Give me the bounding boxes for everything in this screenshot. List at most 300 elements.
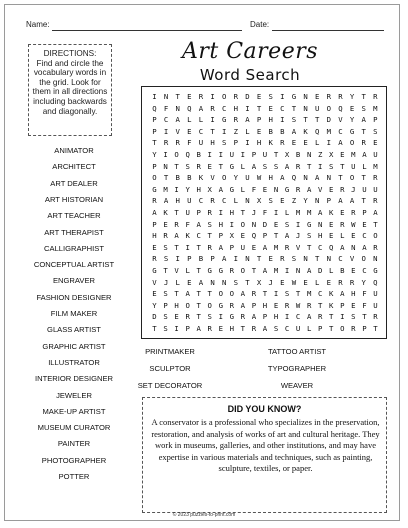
grid-letter[interactable]: R: [338, 277, 343, 287]
grid-letter[interactable]: E: [329, 231, 334, 241]
date-field[interactable]: [272, 30, 384, 31]
grid-letter[interactable]: T: [240, 324, 246, 333]
grid-letter[interactable]: A: [240, 300, 246, 310]
grid-letter[interactable]: A: [218, 184, 223, 194]
grid-letter[interactable]: T: [174, 289, 179, 299]
grid-letter[interactable]: E: [163, 219, 168, 229]
grid-letter[interactable]: P: [163, 300, 168, 310]
grid-letter[interactable]: A: [318, 208, 323, 217]
grid-letter[interactable]: R: [340, 219, 345, 229]
grid-letter[interactable]: A: [280, 173, 285, 183]
grid-letter[interactable]: A: [306, 266, 312, 275]
grid-letter[interactable]: E: [187, 277, 192, 287]
grid-letter[interactable]: E: [362, 219, 367, 229]
grid-letter[interactable]: O: [340, 324, 345, 333]
grid-letter[interactable]: I: [280, 115, 285, 125]
grid-letter[interactable]: R: [175, 138, 180, 148]
grid-letter[interactable]: N: [222, 277, 227, 287]
grid-letter[interactable]: T: [251, 266, 257, 275]
grid-letter[interactable]: Q: [373, 277, 378, 287]
grid-letter[interactable]: N: [318, 219, 323, 229]
grid-letter[interactable]: H: [210, 138, 215, 148]
grid-letter[interactable]: E: [340, 208, 345, 217]
grid-letter[interactable]: E: [329, 219, 334, 229]
grid-letter[interactable]: D: [326, 115, 332, 125]
grid-letter[interactable]: P: [362, 324, 367, 333]
grid-letter[interactable]: R: [210, 196, 215, 206]
grid-letter[interactable]: U: [295, 324, 301, 333]
grid-letter[interactable]: Q: [185, 150, 190, 159]
grid-letter[interactable]: S: [373, 126, 378, 136]
grid-letter[interactable]: A: [196, 324, 201, 333]
grid-letter[interactable]: L: [198, 115, 204, 125]
grid-letter[interactable]: R: [373, 312, 378, 322]
grid-letter[interactable]: N: [303, 92, 308, 101]
grid-letter[interactable]: R: [284, 300, 290, 310]
grid-letter[interactable]: B: [187, 173, 192, 183]
grid-letter[interactable]: G: [152, 184, 157, 194]
grid-letter[interactable]: T: [373, 219, 378, 229]
grid-letter[interactable]: R: [163, 138, 169, 148]
grid-letter[interactable]: A: [251, 312, 257, 322]
grid-letter[interactable]: V: [338, 115, 343, 125]
grid-letter[interactable]: U: [229, 150, 235, 159]
grid-letter[interactable]: I: [210, 115, 215, 125]
grid-letter[interactable]: I: [218, 208, 223, 217]
grid-letter[interactable]: T: [218, 161, 223, 171]
grid-letter[interactable]: O: [373, 231, 378, 241]
grid-letter[interactable]: N: [351, 242, 356, 252]
grid-letter[interactable]: S: [361, 103, 366, 113]
grid-letter[interactable]: W: [295, 300, 301, 310]
grid-letter[interactable]: G: [229, 184, 235, 194]
grid-letter[interactable]: Q: [329, 242, 334, 252]
grid-letter[interactable]: I: [284, 266, 290, 275]
grid-letter[interactable]: U: [315, 103, 320, 113]
grid-letter[interactable]: M: [273, 266, 279, 275]
grid-letter[interactable]: S: [185, 161, 190, 171]
grid-letter[interactable]: C: [295, 312, 301, 322]
grid-letter[interactable]: Y: [152, 150, 157, 159]
grid-letter[interactable]: J: [268, 277, 273, 287]
grid-letter[interactable]: K: [268, 138, 273, 148]
grid-letter[interactable]: S: [207, 219, 212, 229]
grid-letter[interactable]: S: [273, 161, 279, 171]
grid-letter[interactable]: R: [306, 300, 312, 310]
grid-letter[interactable]: S: [329, 161, 334, 171]
grid-letter[interactable]: O: [174, 150, 179, 159]
grid-letter[interactable]: P: [373, 115, 378, 125]
grid-letter[interactable]: T: [207, 231, 212, 241]
grid-letter[interactable]: L: [185, 266, 190, 275]
grid-letter[interactable]: V: [318, 184, 323, 194]
grid-letter[interactable]: E: [280, 277, 285, 287]
grid-letter[interactable]: A: [284, 231, 290, 241]
grid-letter[interactable]: N: [326, 173, 332, 183]
grid-letter[interactable]: R: [373, 173, 378, 183]
grid-letter[interactable]: V: [349, 254, 355, 264]
grid-letter[interactable]: C: [280, 103, 285, 113]
grid-letter[interactable]: E: [268, 103, 273, 113]
grid-letter[interactable]: I: [229, 219, 235, 229]
grid-letter[interactable]: A: [196, 219, 201, 229]
grid-letter[interactable]: I: [163, 126, 169, 136]
grid-letter[interactable]: U: [185, 208, 190, 217]
grid-letter[interactable]: A: [240, 289, 246, 299]
grid-letter[interactable]: P: [218, 231, 223, 241]
grid-letter[interactable]: H: [318, 231, 323, 241]
grid-letter[interactable]: D: [318, 266, 323, 275]
grid-letter[interactable]: H: [229, 208, 235, 217]
grid-letter[interactable]: T: [256, 103, 262, 113]
grid-letter[interactable]: M: [295, 208, 301, 217]
grid-letter[interactable]: N: [163, 161, 168, 171]
grid-letter[interactable]: R: [251, 289, 257, 299]
name-field[interactable]: [52, 30, 242, 31]
grid-letter[interactable]: A: [362, 242, 367, 252]
grid-letter[interactable]: Z: [318, 150, 323, 159]
grid-letter[interactable]: P: [185, 324, 190, 333]
grid-letter[interactable]: S: [351, 312, 356, 322]
grid-letter[interactable]: R: [229, 300, 235, 310]
grid-letter[interactable]: H: [268, 115, 273, 125]
grid-letter[interactable]: A: [262, 324, 268, 333]
grid-letter[interactable]: R: [295, 184, 301, 194]
grid-letter[interactable]: K: [329, 289, 334, 299]
grid-letter[interactable]: U: [351, 161, 356, 171]
grid-letter[interactable]: F: [362, 289, 367, 299]
grid-letter[interactable]: U: [262, 150, 268, 159]
grid-letter[interactable]: N: [306, 150, 312, 159]
grid-letter[interactable]: L: [362, 161, 367, 171]
grid-letter[interactable]: E: [303, 277, 308, 287]
grid-letter[interactable]: D: [152, 312, 157, 322]
grid-letter[interactable]: E: [187, 92, 192, 101]
grid-letter[interactable]: A: [152, 208, 157, 217]
grid-letter[interactable]: E: [315, 92, 320, 101]
grid-letter[interactable]: G: [229, 161, 235, 171]
grid-letter[interactable]: I: [185, 242, 190, 252]
grid-letter[interactable]: F: [187, 138, 192, 148]
grid-letter[interactable]: U: [373, 289, 378, 299]
grid-letter[interactable]: Y: [185, 184, 190, 194]
grid-letter[interactable]: T: [361, 126, 366, 136]
grid-letter[interactable]: V: [210, 173, 215, 183]
grid-letter[interactable]: E: [273, 219, 279, 229]
grid-letter[interactable]: I: [218, 312, 223, 322]
grid-letter[interactable]: X: [207, 184, 212, 194]
grid-letter[interactable]: T: [163, 266, 168, 275]
grid-letter[interactable]: S: [284, 289, 290, 299]
grid-letter[interactable]: G: [284, 184, 290, 194]
grid-letter[interactable]: T: [210, 126, 215, 136]
grid-letter[interactable]: S: [262, 161, 268, 171]
grid-letter[interactable]: S: [291, 254, 297, 264]
grid-letter[interactable]: B: [295, 150, 301, 159]
grid-letter[interactable]: R: [280, 138, 285, 148]
grid-letter[interactable]: S: [163, 242, 168, 252]
grid-letter[interactable]: Q: [315, 126, 320, 136]
grid-letter[interactable]: R: [280, 254, 285, 264]
grid-letter[interactable]: G: [218, 300, 223, 310]
grid-letter[interactable]: O: [218, 289, 223, 299]
grid-letter[interactable]: N: [303, 103, 308, 113]
grid-letter[interactable]: L: [245, 126, 250, 136]
grid-letter[interactable]: T: [362, 312, 367, 322]
grid-letter[interactable]: R: [251, 324, 257, 333]
grid-letter[interactable]: T: [273, 231, 279, 241]
grid-letter[interactable]: E: [340, 150, 345, 159]
grid-letter[interactable]: P: [233, 138, 239, 148]
grid-letter[interactable]: I: [245, 103, 250, 113]
grid-letter[interactable]: G: [218, 266, 223, 275]
grid-letter[interactable]: R: [233, 115, 239, 125]
grid-letter[interactable]: A: [349, 196, 355, 206]
grid-letter[interactable]: T: [174, 161, 179, 171]
grid-letter[interactable]: G: [207, 266, 212, 275]
grid-letter[interactable]: R: [361, 138, 366, 148]
grid-letter[interactable]: E: [152, 242, 157, 252]
grid-letter[interactable]: R: [196, 161, 201, 171]
grid-letter[interactable]: C: [318, 289, 323, 299]
grid-letter[interactable]: E: [262, 184, 268, 194]
grid-letter[interactable]: P: [229, 242, 235, 252]
grid-letter[interactable]: S: [207, 312, 212, 322]
grid-letter[interactable]: H: [268, 173, 273, 183]
grid-letter[interactable]: F: [362, 300, 367, 310]
grid-letter[interactable]: T: [295, 289, 301, 299]
grid-letter[interactable]: L: [187, 115, 192, 125]
grid-letter[interactable]: O: [185, 300, 190, 310]
grid-letter[interactable]: M: [373, 103, 378, 113]
grid-letter[interactable]: T: [315, 115, 320, 125]
grid-letter[interactable]: T: [256, 254, 262, 264]
grid-letter[interactable]: H: [152, 231, 157, 241]
grid-letter[interactable]: P: [196, 208, 201, 217]
grid-letter[interactable]: Q: [251, 231, 257, 241]
grid-letter[interactable]: U: [198, 138, 204, 148]
grid-letter[interactable]: O: [326, 103, 332, 113]
grid-letter[interactable]: C: [198, 196, 204, 206]
grid-letter[interactable]: S: [268, 196, 273, 206]
grid-letter[interactable]: A: [338, 138, 343, 148]
grid-letter[interactable]: F: [251, 184, 257, 194]
grid-letter[interactable]: C: [196, 231, 201, 241]
grid-letter[interactable]: N: [326, 254, 332, 264]
grid-letter[interactable]: T: [291, 103, 297, 113]
grid-letter[interactable]: P: [256, 115, 262, 125]
grid-letter[interactable]: O: [152, 173, 157, 183]
grid-letter[interactable]: T: [373, 324, 378, 333]
grid-letter[interactable]: L: [306, 324, 312, 333]
grid-letter[interactable]: Y: [349, 115, 355, 125]
grid-letter[interactable]: Y: [349, 92, 355, 101]
grid-letter[interactable]: I: [152, 92, 157, 101]
grid-letter[interactable]: I: [340, 312, 345, 322]
grid-letter[interactable]: G: [229, 312, 235, 322]
grid-letter[interactable]: D: [262, 219, 268, 229]
grid-letter[interactable]: A: [291, 126, 297, 136]
grid-letter[interactable]: C: [338, 254, 343, 264]
grid-letter[interactable]: Y: [152, 300, 157, 310]
grid-letter[interactable]: L: [240, 161, 246, 171]
grid-letter[interactable]: A: [222, 254, 227, 264]
grid-letter[interactable]: F: [185, 219, 190, 229]
grid-letter[interactable]: E: [351, 300, 356, 310]
grid-letter[interactable]: T: [340, 161, 345, 171]
grid-letter[interactable]: R: [240, 312, 246, 322]
grid-letter[interactable]: E: [351, 231, 356, 241]
grid-letter[interactable]: G: [152, 266, 157, 275]
grid-letter[interactable]: G: [349, 126, 355, 136]
grid-letter[interactable]: O: [229, 289, 235, 299]
grid-letter[interactable]: G: [222, 115, 227, 125]
grid-letter[interactable]: F: [262, 208, 268, 217]
grid-letter[interactable]: T: [152, 324, 157, 333]
grid-letter[interactable]: K: [163, 208, 168, 217]
grid-letter[interactable]: H: [174, 300, 179, 310]
grid-letter[interactable]: G: [373, 266, 378, 275]
grid-letter[interactable]: S: [163, 289, 168, 299]
grid-letter[interactable]: I: [174, 184, 179, 194]
grid-letter[interactable]: I: [210, 92, 215, 101]
grid-letter[interactable]: L: [233, 196, 239, 206]
grid-letter[interactable]: Q: [187, 103, 192, 113]
grid-letter[interactable]: A: [306, 312, 312, 322]
grid-letter[interactable]: E: [273, 300, 279, 310]
grid-letter[interactable]: R: [318, 312, 323, 322]
grid-letter[interactable]: T: [207, 289, 212, 299]
grid-letter[interactable]: I: [218, 150, 223, 159]
grid-letter[interactable]: A: [245, 115, 250, 125]
grid-letter[interactable]: C: [318, 242, 323, 252]
grid-letter[interactable]: L: [329, 266, 334, 275]
grid-letter[interactable]: R: [210, 103, 215, 113]
grid-letter[interactable]: A: [262, 242, 268, 252]
grid-letter[interactable]: J: [351, 184, 356, 194]
grid-letter[interactable]: K: [303, 126, 308, 136]
grid-letter[interactable]: I: [273, 289, 279, 299]
grid-letter[interactable]: T: [196, 266, 201, 275]
grid-letter[interactable]: W: [351, 219, 356, 229]
grid-letter[interactable]: T: [315, 254, 320, 264]
grid-letter[interactable]: E: [174, 312, 179, 322]
grid-letter[interactable]: R: [233, 92, 239, 101]
grid-letter[interactable]: T: [196, 289, 201, 299]
grid-letter[interactable]: E: [256, 92, 262, 101]
grid-letter[interactable]: A: [175, 115, 180, 125]
grid-letter[interactable]: V: [174, 266, 179, 275]
grid-letter[interactable]: T: [175, 92, 180, 101]
grid-letter[interactable]: T: [196, 312, 201, 322]
grid-letter[interactable]: A: [340, 242, 345, 252]
grid-letter[interactable]: U: [187, 196, 192, 206]
grid-letter[interactable]: J: [163, 277, 169, 287]
grid-letter[interactable]: O: [349, 173, 355, 183]
grid-letter[interactable]: S: [222, 138, 227, 148]
grid-letter[interactable]: T: [174, 242, 179, 252]
grid-letter[interactable]: P: [152, 219, 157, 229]
grid-letter[interactable]: H: [233, 103, 239, 113]
grid-letter[interactable]: B: [280, 126, 285, 136]
grid-letter[interactable]: R: [152, 254, 157, 264]
grid-letter[interactable]: A: [251, 161, 257, 171]
grid-letter[interactable]: L: [175, 277, 180, 287]
grid-letter[interactable]: A: [174, 231, 179, 241]
grid-letter[interactable]: R: [351, 324, 356, 333]
grid-letter[interactable]: A: [262, 266, 268, 275]
grid-letter[interactable]: P: [262, 312, 268, 322]
grid-letter[interactable]: I: [240, 150, 246, 159]
grid-letter[interactable]: R: [284, 242, 290, 252]
grid-letter[interactable]: R: [185, 312, 190, 322]
grid-letter[interactable]: E: [251, 242, 257, 252]
grid-letter[interactable]: K: [185, 231, 190, 241]
grid-letter[interactable]: T: [152, 138, 157, 148]
grid-letter[interactable]: N: [210, 277, 215, 287]
grid-letter[interactable]: P: [362, 208, 367, 217]
grid-letter[interactable]: R: [326, 92, 332, 101]
grid-letter[interactable]: I: [163, 150, 168, 159]
grid-letter[interactable]: S: [163, 312, 168, 322]
grid-letter[interactable]: T: [329, 312, 334, 322]
grid-letter[interactable]: U: [245, 173, 250, 183]
grid-letter[interactable]: N: [315, 196, 320, 206]
grid-letter[interactable]: A: [315, 173, 320, 183]
grid-letter[interactable]: H: [273, 312, 279, 322]
grid-letter[interactable]: H: [351, 289, 356, 299]
grid-letter[interactable]: R: [229, 266, 235, 275]
grid-letter[interactable]: Y: [361, 277, 366, 287]
grid-letter[interactable]: I: [318, 161, 323, 171]
grid-letter[interactable]: A: [362, 150, 367, 159]
grid-letter[interactable]: B: [196, 150, 201, 159]
grid-letter[interactable]: N: [373, 254, 378, 264]
grid-letter[interactable]: M: [306, 208, 312, 217]
grid-letter[interactable]: R: [163, 231, 168, 241]
grid-letter[interactable]: Z: [233, 126, 239, 136]
grid-letter[interactable]: U: [373, 184, 378, 194]
grid-letter[interactable]: T: [318, 300, 323, 310]
grid-letter[interactable]: C: [198, 126, 204, 136]
grid-letter[interactable]: X: [256, 277, 262, 287]
grid-letter[interactable]: I: [273, 208, 279, 217]
grid-letter[interactable]: A: [340, 289, 345, 299]
grid-letter[interactable]: S: [306, 231, 312, 241]
grid-letter[interactable]: X: [329, 150, 334, 159]
grid-letter[interactable]: M: [163, 184, 168, 194]
grid-letter[interactable]: I: [174, 324, 179, 333]
grid-letter[interactable]: U: [373, 150, 378, 159]
grid-letter[interactable]: E: [329, 184, 334, 194]
grid-letter[interactable]: C: [362, 231, 367, 241]
grid-letter[interactable]: C: [362, 266, 367, 275]
grid-letter[interactable]: W: [256, 173, 262, 183]
grid-letter[interactable]: U: [362, 184, 367, 194]
grid-letter[interactable]: E: [303, 138, 308, 148]
grid-letter[interactable]: N: [245, 196, 250, 206]
grid-letter[interactable]: I: [284, 312, 290, 322]
grid-letter[interactable]: A: [198, 277, 204, 287]
grid-letter[interactable]: T: [303, 115, 308, 125]
grid-letter[interactable]: T: [174, 208, 179, 217]
grid-letter[interactable]: V: [152, 277, 157, 287]
grid-letter[interactable]: R: [295, 161, 301, 171]
grid-letter[interactable]: M: [306, 289, 312, 299]
grid-letter[interactable]: B: [340, 266, 345, 275]
grid-letter[interactable]: L: [240, 184, 246, 194]
grid-letter[interactable]: I: [326, 138, 332, 148]
